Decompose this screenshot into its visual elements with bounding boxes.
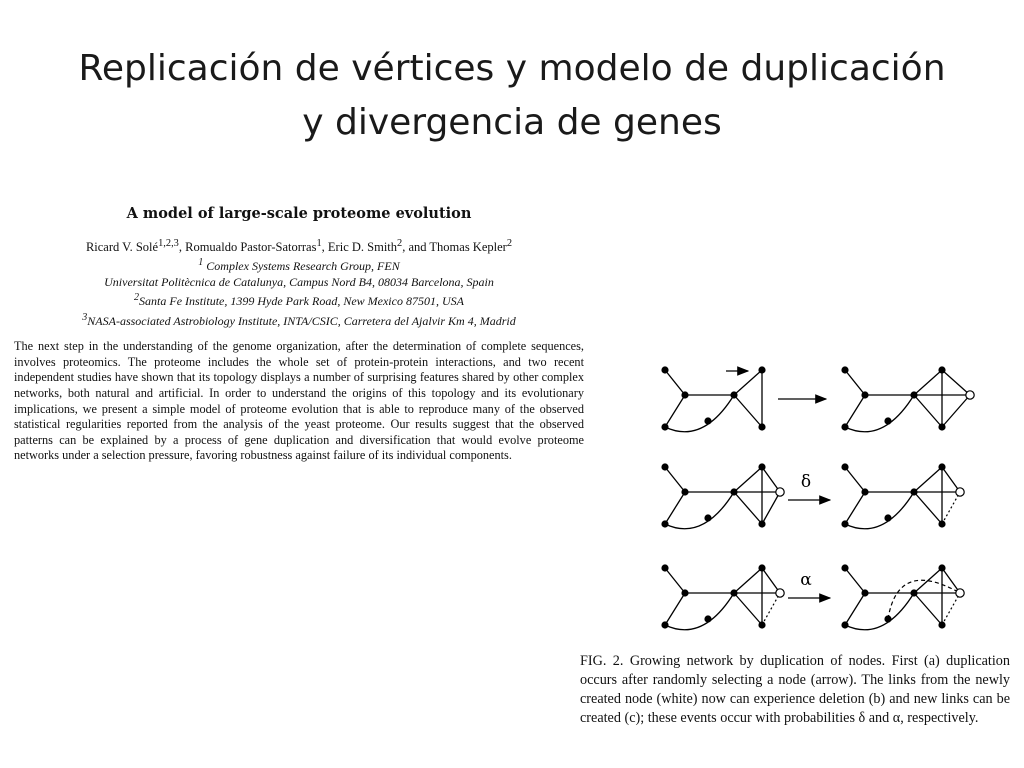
figure-caption: FIG. 2. Growing network by duplication of nodes. First (a) duplication occurs after randomly selecting a node (arrow). The links from the newly created node (white) now can experience deletion (b) and new links can be created (c); these events occur with probabilities δ and α, respectively. <box>580 653 1010 726</box>
network-row2-after <box>841 463 964 528</box>
alpha-label: α <box>800 570 812 590</box>
affiliation-1 <box>14 255 584 275</box>
affiliation-3 <box>14 310 584 330</box>
affiliation-2-mark: 2 <box>134 292 140 304</box>
author-3: , Eric D. Smith <box>321 240 398 255</box>
network-row3-before <box>661 564 784 629</box>
affiliation-1-mark: 1 <box>198 257 204 269</box>
network-row3-after <box>841 564 964 629</box>
slide-title <box>0 42 1024 150</box>
slide-title-line1: Replicación de vértices y modelo de duplicación <box>78 48 946 89</box>
network-row1-after <box>841 366 974 431</box>
author-2: , Romualdo Pastor-Satorras <box>178 240 317 255</box>
author-4: , and Thomas Kepler <box>402 240 507 255</box>
affiliation-1-text: Complex Systems Research Group, FEN <box>206 259 400 274</box>
paper-abstract: The next step in the understanding of the genome organization, after the determination of complete sequences, involves proteomics. The proteome includes the whole set of protein-protein interactions, and two recent independent studies have shown that its topology displays a number of surprising features shared by other complex networks, both natural and artificial. In order to understand the origins of this topology and its evolutionary implications, we present a simple model of proteome evolution that is able to reproduce many of the observed statistical regularities reported from the analysis of the yeast proteome. Our results suggest that the observed patterns can be explained by a process of gene duplication and diversification that would evolve proteome networks under a selection pressure, favoring robustness against failure of its individual components. <box>14 339 584 463</box>
affiliation-2 <box>14 290 584 310</box>
author-1-affil: 1,2,3 <box>158 238 179 249</box>
affiliation-3-text: NASA-associated Astrobiology Institute, INTA/CSIC, Carretera del Ajalvir Km 4, Madrid <box>87 313 516 328</box>
author-4-affil: 2 <box>506 238 513 249</box>
author-1: Ricard V. Solé <box>85 240 159 255</box>
affiliation-3-mark: 3 <box>82 311 88 323</box>
paper-excerpt <box>14 205 584 464</box>
author-3-affil: 2 <box>397 238 403 249</box>
affiliation-2-text: Santa Fe Institute, 1399 Hyde Park Road, New Mexico 87501, USA <box>139 294 464 309</box>
slide-title-line2: y divergencia de genes <box>302 102 722 143</box>
network-figure <box>648 355 988 640</box>
affiliation-1b: Universitat Politècnica de Catalunya, Campus Nord B4, 08034 Barcelona, Spain <box>104 274 494 289</box>
network-row1-before <box>661 366 765 431</box>
author-2-affil: 1 <box>316 238 322 249</box>
paper-title: A model of large-scale proteome evolution <box>126 205 472 222</box>
delta-label: δ <box>800 472 812 492</box>
network-row2-before <box>661 463 784 528</box>
paper-authors <box>14 236 584 255</box>
